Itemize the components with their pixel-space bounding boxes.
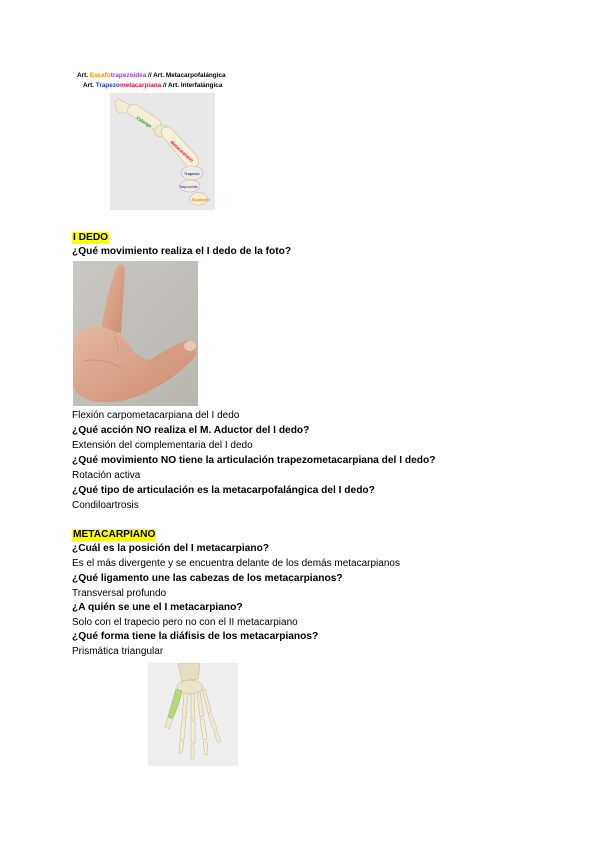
answer-6: Transversal profundo [72, 588, 167, 599]
answer-4: Condiloartrosis [72, 500, 139, 511]
question-1: ¿Qué movimiento realiza el I dedo de la foto? [72, 246, 292, 257]
caption-metacarpal: metacarpiana [119, 82, 162, 89]
answer-7: Solo con el trapecio pero no con el II metacarpiano [72, 617, 298, 628]
question-5: ¿Cuál es la posición del I metacarpiano? [72, 543, 270, 554]
answer-1: Flexión carpometacarpiana del I dedo [72, 410, 240, 421]
caption-trapezium: Trapezo [95, 82, 120, 89]
figure-caption-line-2 [83, 82, 222, 90]
caption-suffix: // Art. Interfalángica [161, 82, 223, 89]
caption-prefix: Art. [83, 82, 96, 89]
section-heading-i-dedo: I DEDO [73, 232, 109, 243]
hand-photo-illustration [73, 261, 198, 406]
figure-caption-line-1 [77, 72, 226, 80]
answer-2: Extensión del complementaria del I dedo [72, 440, 253, 451]
answer-3: Rotación activa [72, 470, 141, 481]
answer-8: Prismática triangular [72, 646, 164, 657]
bone-label-metacarpal: Metacarpiano [169, 139, 195, 163]
bone-label-phalanx: Falange [135, 115, 153, 129]
caption-scaphoid: Escafo [89, 72, 111, 79]
question-2: ¿Qué acción NO realiza el M. Aductor del I dedo? [72, 425, 310, 436]
bone-label-trapezoid: Trapezoide [179, 185, 198, 189]
hand-skeleton-illustration [148, 663, 238, 766]
thumb-bones-figure [110, 93, 215, 210]
bone-label-trapezium: Trapecio [184, 172, 200, 176]
section-heading-metacarpiano: METACARPIANO [73, 529, 156, 540]
bone-label-scaphoid: Escafoides [192, 198, 210, 202]
answer-5: Es el más divergente y se encuentra delante de los demás metacarpianos [72, 558, 400, 569]
question-4: ¿Qué tipo de articulación es la metacarpofalángica del I dedo? [72, 485, 375, 496]
caption-prefix: Art. [77, 72, 90, 79]
thumb-bones-illustration [110, 93, 215, 210]
caption-trapezoid: trapezoidea [110, 72, 147, 79]
question-3: ¿Qué movimiento NO tiene la articulación trapezometacarpiana del I dedo? [72, 455, 436, 466]
question-8: ¿Qué forma tiene la diáfisis de los metacarpianos? [72, 631, 319, 642]
hand-skeleton-figure [148, 663, 238, 766]
question-6: ¿Qué ligamento une las cabezas de los metacarpianos? [72, 573, 343, 584]
caption-suffix: // Art. Metacarpofalángica [146, 72, 226, 79]
hand-photo [73, 261, 198, 406]
question-7: ¿A quién se une el I metacarpiano? [72, 602, 243, 613]
